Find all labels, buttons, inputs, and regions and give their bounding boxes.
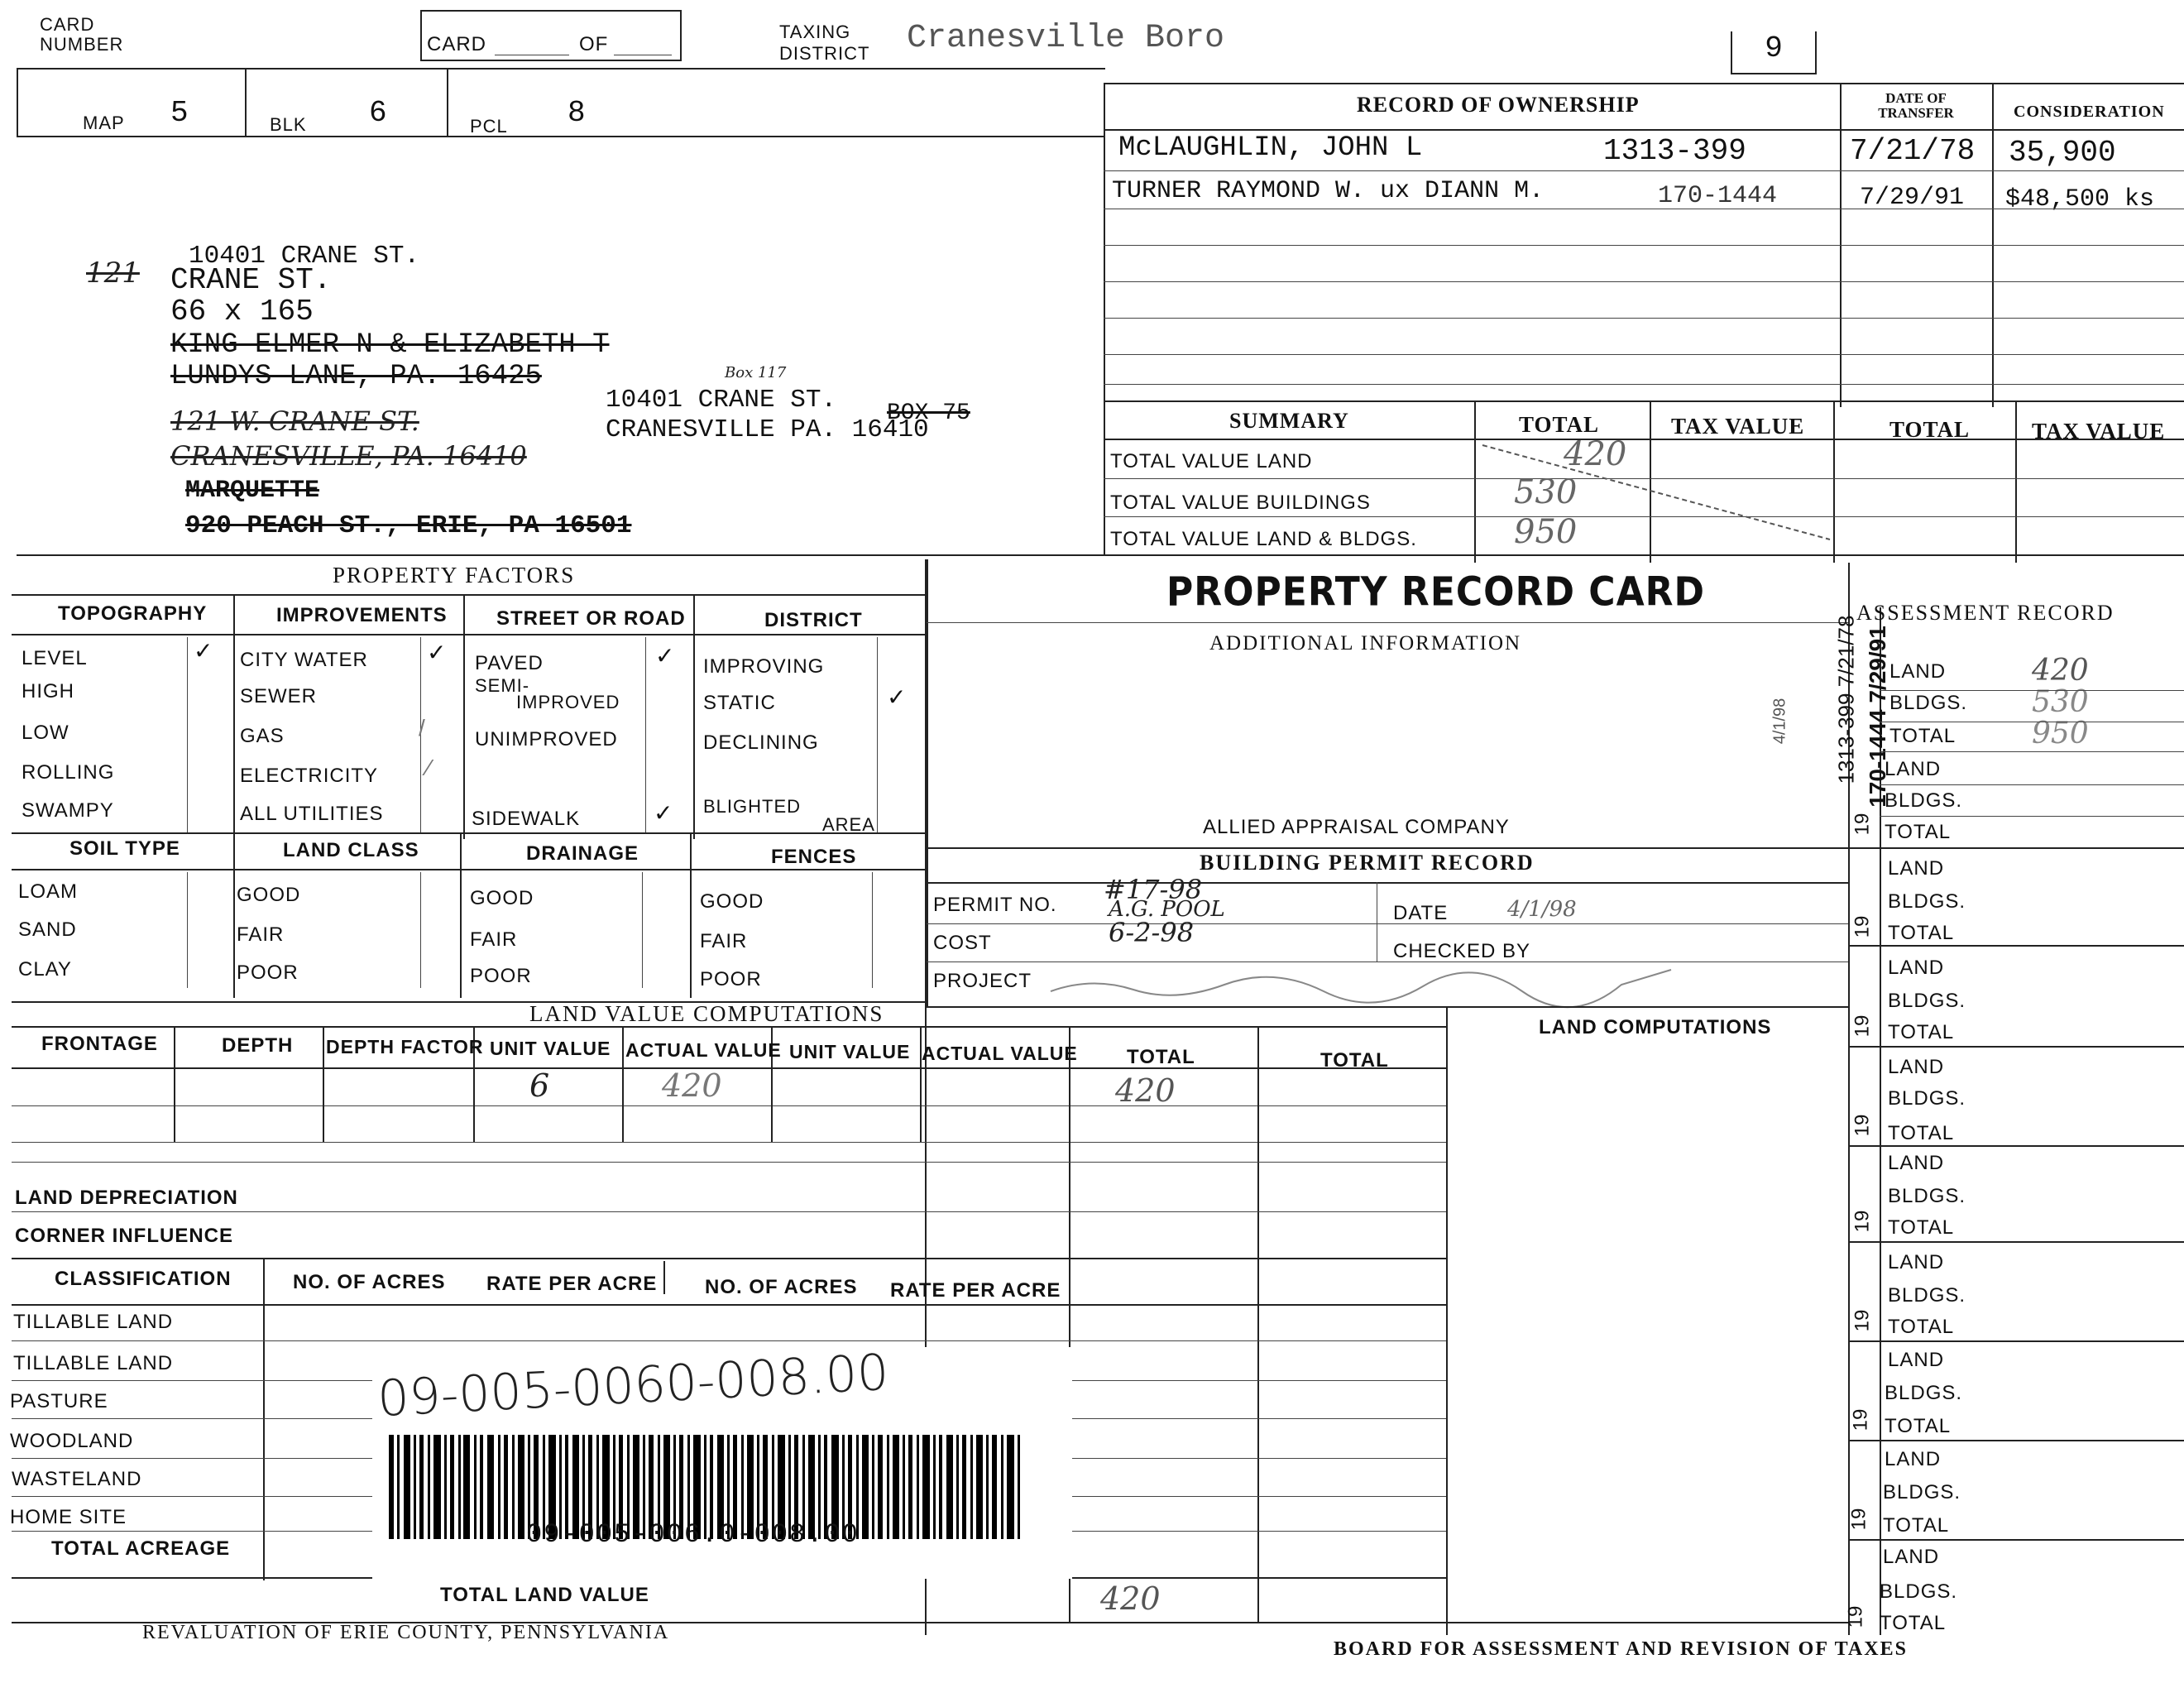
- assessment-bldgs: BLDGS.: [1885, 789, 1963, 812]
- total-land-value-hand: 420: [1100, 1580, 1161, 1617]
- class-home-site: HOME SITE: [10, 1506, 127, 1528]
- check-icon: ⁄: [427, 755, 431, 780]
- summary-tax-value-header-2: TAX VALUE: [2032, 419, 2166, 444]
- allied-appraisal: ALLIED APPRAISAL COMPANY: [1203, 816, 1510, 838]
- summary-buildings-total: 530: [1514, 473, 1578, 511]
- summary-row-buildings: TOTAL VALUE BUILDINGS: [1110, 492, 1371, 514]
- impr-sewer: SEWER: [240, 685, 318, 707]
- soil-loam: LOAM: [18, 880, 79, 903]
- checked-by-label: CHECKED BY: [1393, 940, 1531, 962]
- additional-info-header: ADDITIONAL INFORMATION: [1209, 632, 1522, 655]
- box-117-note: Box 117: [725, 364, 787, 381]
- new-address-line-2: CRANESVILLE PA. 16410: [606, 415, 929, 444]
- year-prefix: 19: [1851, 813, 1874, 836]
- assessment-total: TOTAL: [1885, 1415, 1952, 1437]
- barcode-handwritten-number: 09-005-0060-008.00: [376, 1343, 890, 1429]
- summary-cross-line: [1474, 439, 1838, 546]
- fences-fair: FAIR: [700, 930, 748, 952]
- year-prefix: 19: [1849, 1408, 1872, 1431]
- marquette: MARQUETTE: [185, 477, 320, 505]
- impr-city-water: CITY WATER: [240, 649, 368, 671]
- old-address-prefix: 121: [86, 257, 140, 290]
- year-prefix: 19: [1851, 1210, 1874, 1233]
- assessment-total: TOTAL: [1889, 725, 1956, 747]
- topo-low: LOW: [22, 722, 69, 744]
- ownership-row: [1112, 132, 2179, 170]
- landclass-fair: FAIR: [237, 923, 285, 946]
- summary-land-total: 420: [1564, 435, 1627, 473]
- actual-value-hand: 420: [662, 1067, 722, 1104]
- summary-tax-value-header: TAX VALUE: [1671, 414, 1805, 439]
- assessment-bldgs-value: 530: [2032, 685, 2089, 719]
- col-total: TOTAL: [1127, 1046, 1195, 1068]
- cost-value: 6-2-98: [1109, 917, 1195, 948]
- assessment-bldgs: BLDGS.: [1885, 1382, 1963, 1404]
- land-computations-header: LAND COMPUTATIONS: [1539, 1016, 1772, 1038]
- year-prefix: 19: [1851, 915, 1874, 938]
- acres-header-2: NO. OF ACRES: [705, 1276, 858, 1298]
- drainage-header: DRAINAGE: [526, 842, 639, 865]
- acres-header: NO. OF ACRES: [293, 1271, 446, 1293]
- unit-value-hand: 6: [529, 1067, 550, 1104]
- assessment-bldgs: BLDGS.: [1888, 1284, 1966, 1307]
- assessment-total: TOTAL: [1888, 1122, 1955, 1144]
- col-actual-value-2: ACTUAL VALUE: [922, 1043, 1078, 1064]
- topo-swampy: SWAMPY: [22, 799, 114, 822]
- assessment-bldgs: BLDGS.: [1888, 890, 1966, 913]
- old-owner-name: KING ELMER N & ELIZABETH T: [170, 329, 610, 361]
- district-declining: DECLINING: [703, 731, 819, 754]
- taxing-district-label: TAXING DISTRICT: [779, 22, 870, 64]
- project-label: PROJECT: [933, 970, 1032, 992]
- permit-no-label: PERMIT NO.: [933, 894, 1057, 916]
- land-value-header: LAND VALUE COMPUTATIONS: [529, 1001, 884, 1026]
- assessment-total: TOTAL: [1888, 1021, 1955, 1043]
- old-owner-address: LUNDYS LANE, PA. 16425: [170, 361, 542, 392]
- street-sidewalk: SIDEWALK: [472, 808, 581, 830]
- landclass-poor: POOR: [237, 961, 299, 984]
- assessment-total: TOTAL: [1883, 1514, 1950, 1537]
- pcl-label: PCL: [470, 116, 508, 137]
- assessment-land: LAND: [1883, 1546, 1940, 1568]
- drainage-poor: POOR: [470, 965, 532, 987]
- district-static: STATIC: [703, 692, 776, 714]
- footer-left: REVALUATION OF ERIE COUNTY, PENNSYLVANIA: [142, 1622, 670, 1643]
- assessment-total-value: 950: [2032, 717, 2089, 750]
- peach-st-address: 920 PEACH ST., ERIE, PA 16501: [185, 511, 632, 540]
- owner-consideration: 35,900: [2009, 136, 2116, 170]
- assessment-total: TOTAL: [1888, 1316, 1955, 1338]
- assessment-land: LAND: [1888, 1251, 1945, 1273]
- check-icon: ✓: [655, 643, 675, 669]
- owner-consideration: $48,500 ks: [2005, 185, 2155, 213]
- assessment-header: ASSESSMENT RECORD: [1856, 601, 2115, 625]
- building-permit-header: BUILDING PERMIT RECORD: [1200, 851, 1535, 875]
- permit-description: A.G. POOL: [1109, 897, 1225, 922]
- col-unit-value: UNIT VALUE: [490, 1038, 611, 1059]
- check-icon: ✓: [887, 684, 907, 710]
- street-paved: PAVED: [475, 652, 544, 674]
- assessment-bldgs: BLDGS.: [1883, 1481, 1961, 1503]
- assessment-bldgs: BLDGS.: [1880, 1580, 1958, 1603]
- date-of-transfer-header: DATE OF TRANSFER: [1878, 90, 1954, 121]
- summary-land-bldgs-total: 950: [1514, 513, 1578, 551]
- topo-level: LEVEL: [22, 647, 88, 669]
- address-line-1: 10401 CRANE ST.: [189, 242, 420, 271]
- consideration-header: CONSIDERATION: [2014, 103, 2165, 121]
- summary-total-header-2: TOTAL: [1889, 417, 1971, 442]
- rate-header-2: RATE PER ACRE: [890, 1279, 1061, 1302]
- assessment-land: LAND: [1888, 957, 1945, 979]
- check-icon: /: [419, 715, 425, 741]
- summary-total-header: TOTAL: [1519, 412, 1600, 437]
- class-pasture: PASTURE: [10, 1390, 108, 1412]
- total-value-hand: 420: [1115, 1072, 1176, 1109]
- total-land-value: TOTAL LAND VALUE: [440, 1584, 649, 1606]
- fences-header: FENCES: [771, 846, 857, 868]
- project-scribble: [1042, 960, 1688, 1009]
- assessment-land: LAND: [1885, 758, 1942, 780]
- col-actual-value: ACTUAL VALUE: [625, 1039, 782, 1061]
- address-lot-size: 66 x 165: [170, 295, 314, 328]
- map-value: 5: [170, 96, 189, 130]
- blk-value: 6: [369, 96, 387, 130]
- soil-type-header: SOIL TYPE: [69, 837, 180, 860]
- year-prefix: 19: [1847, 1508, 1870, 1531]
- assessment-total: TOTAL: [1888, 922, 1955, 944]
- old-street-handwritten: 121 W. CRANE ST.: [170, 405, 419, 437]
- assessment-land: LAND: [1888, 1152, 1945, 1174]
- assessment-total: TOTAL: [1880, 1612, 1947, 1634]
- summary-row-land: TOTAL VALUE LAND: [1110, 450, 1313, 472]
- permit-no-value: #17-98: [1104, 874, 1203, 905]
- col-total-2: TOTAL: [1320, 1049, 1389, 1072]
- taxing-district-value: Cranesville Boro: [907, 20, 1225, 57]
- col-depth: DEPTH: [222, 1034, 294, 1057]
- pcl-value: 8: [568, 96, 586, 130]
- owner-name: TURNER RAYMOND W. ux DIANN M.: [1112, 177, 1545, 205]
- street-header: STREET OR ROAD: [496, 607, 686, 630]
- col-depth-factor: DEPTH FACTOR: [326, 1036, 484, 1057]
- assessment-total: TOTAL: [1885, 821, 1952, 843]
- card-label: CARD: [427, 33, 487, 55]
- barcode-printed-number: 09-005-006.0-008.00: [526, 1519, 860, 1550]
- total-acreage: TOTAL ACREAGE: [51, 1537, 231, 1560]
- col-frontage: FRONTAGE: [41, 1033, 158, 1055]
- vertical-date-note: 4/1/98: [1770, 698, 1789, 745]
- assessment-bldgs: BLDGS.: [1888, 990, 1966, 1012]
- permit-date-value: 4/1/98: [1507, 897, 1577, 922]
- topo-high: HIGH: [22, 680, 74, 703]
- check-icon: ✓: [194, 638, 213, 664]
- assessment-total: TOTAL: [1888, 1216, 1955, 1239]
- check-icon: ✓: [654, 800, 673, 826]
- ownership-header: RECORD OF OWNERSHIP: [1357, 93, 1640, 117]
- topo-rolling: ROLLING: [22, 761, 115, 784]
- rate-header: RATE PER ACRE: [486, 1273, 658, 1295]
- impr-all-utilities: ALL UTILITIES: [240, 803, 384, 825]
- soil-clay: CLAY: [18, 958, 72, 981]
- blk-label: BLK: [270, 114, 307, 135]
- col-unit-value-2: UNIT VALUE: [789, 1041, 911, 1062]
- class-wasteland: WASTELAND: [12, 1468, 142, 1490]
- struck-box-75: BOX 75: [887, 400, 970, 426]
- address-line-2: CRANE ST.: [170, 263, 332, 297]
- improvements-header: IMPROVEMENTS: [276, 604, 448, 626]
- assessment-land: LAND: [1885, 1448, 1942, 1470]
- ownership-row: [1112, 174, 2179, 212]
- owner-date: 7/21/78: [1850, 134, 1976, 168]
- assessment-bldgs: BLDGS.: [1889, 692, 1968, 714]
- class-woodland: WOODLAND: [10, 1430, 134, 1452]
- street-improved: IMPROVED: [516, 692, 620, 712]
- box-number: 9: [1731, 31, 1817, 74]
- year-prefix: 19: [1851, 1114, 1874, 1137]
- summary-row-land-bldgs: TOTAL VALUE LAND & BLDGS.: [1110, 528, 1417, 550]
- assessment-bldgs: BLDGS.: [1888, 1185, 1966, 1207]
- land-class-header: LAND CLASS: [283, 839, 419, 861]
- map-label: MAP: [83, 113, 125, 133]
- cost-label: COST: [933, 932, 992, 954]
- impr-electricity: ELECTRICITY: [240, 765, 379, 787]
- drainage-good: GOOD: [470, 887, 534, 909]
- property-factors-header: PROPERTY FACTORS: [333, 563, 576, 587]
- owner-name: McLAUGHLIN, JOHN L: [1118, 132, 1423, 164]
- soil-sand: SAND: [18, 918, 77, 941]
- street-semi: SEMI-: [475, 675, 530, 696]
- footer-right: BOARD FOR ASSESSMENT AND REVISION OF TAXES: [1334, 1638, 1908, 1660]
- assessment-land: LAND: [1888, 1056, 1945, 1078]
- impr-gas: GAS: [240, 725, 285, 747]
- assessment-land: LAND: [1888, 1349, 1945, 1371]
- classification-header: CLASSIFICATION: [55, 1268, 232, 1290]
- card-number-label: CARD NUMBER: [40, 14, 124, 55]
- land-depreciation: LAND DEPRECIATION: [15, 1187, 238, 1209]
- district-header: DISTRICT: [764, 609, 863, 631]
- date-label: DATE: [1393, 902, 1449, 924]
- vertical-deed-note: 170-1444 7/29/91: [1864, 626, 1890, 808]
- assessment-land: LAND: [1889, 660, 1947, 683]
- year-prefix: 19: [1851, 1014, 1874, 1038]
- class-tillable-1: TILLABLE LAND: [13, 1311, 174, 1333]
- fences-good: GOOD: [700, 890, 764, 913]
- year-prefix: 19: [1851, 1309, 1874, 1332]
- of-label: OF: [579, 33, 609, 55]
- owner-deed: 1313-399: [1603, 134, 1746, 168]
- new-address-line-1: 10401 CRANE ST.: [606, 386, 837, 415]
- assessment-block: [1848, 642, 2184, 842]
- assessment-bldgs: BLDGS.: [1888, 1087, 1966, 1110]
- assessment-land: LAND: [1888, 857, 1945, 880]
- street-unimproved: UNIMPROVED: [475, 728, 618, 750]
- owner-deed: 170-1444: [1658, 182, 1778, 210]
- district-improving: IMPROVING: [703, 655, 825, 678]
- district-area: AREA: [822, 814, 875, 835]
- old-city-handwritten: CRANESVILLE, PA. 16410: [170, 440, 527, 472]
- fences-poor: POOR: [700, 968, 762, 990]
- summary-header: SUMMARY: [1229, 409, 1349, 433]
- record-card-title: PROPERTY RECORD CARD: [1166, 568, 1706, 616]
- check-icon: ✓: [427, 640, 447, 665]
- district-blighted: BLIGHTED: [703, 796, 802, 817]
- drainage-fair: FAIR: [470, 928, 518, 951]
- landclass-good: GOOD: [237, 884, 301, 906]
- class-tillable-2: TILLABLE LAND: [13, 1352, 174, 1374]
- owner-date: 7/29/91: [1860, 184, 1965, 212]
- corner-influence: CORNER INFLUENCE: [15, 1225, 234, 1247]
- year-prefix: 19: [1844, 1605, 1867, 1628]
- vertical-deed-note: 1313-399 7/21/78: [1833, 615, 1859, 784]
- topography-header: TOPOGRAPHY: [58, 602, 208, 625]
- assessment-land-value: 420: [2032, 654, 2089, 688]
